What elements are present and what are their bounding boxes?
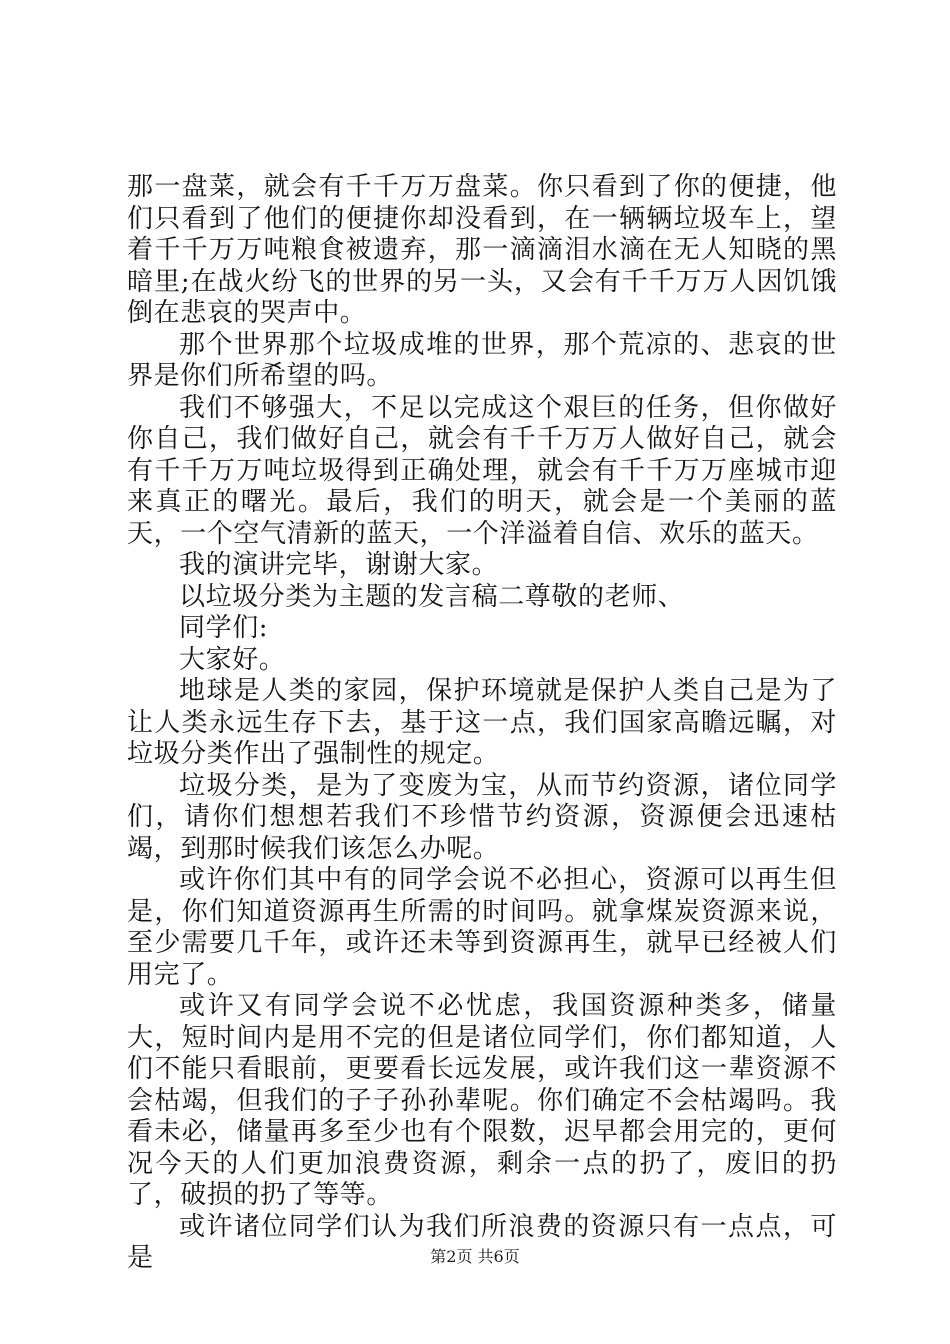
page-footer: 第2页 共6页 [430,1247,520,1266]
paragraph: 同学们: [179,613,269,643]
paragraph: 我们不够强大，不足以完成这个艰巨的任务，但你做好你自己，我们做好自己，就会有千千万万人做好自己，就会有千千万万吨垃圾得到正确处理，就会有千千万万座城市迎来真正的曙光。最后，我们的明天，就会是一个美丽的蓝天，一个空气清新的蓝天，一个洋溢着自信、欢乐的蓝天。 [127,392,837,549]
paragraph: 地球是人类的家园，保护环境就是保护人类自己是为了让人类永远生存下去，基于这一点，我们国家高瞻远瞩，对垃圾分类作出了强制性的规定。 [127,676,837,769]
paragraph: 垃圾分类，是为了变废为宝，从而节约资源，诸位同学们，请你们想想若我们不珍惜节约资源，资源便会迅速枯竭，到那时候我们该怎么办呢。 [127,770,837,864]
paragraph: 或许诸位同学们认为我们所浪费的资源只有一点点，可是 [127,1211,837,1273]
document-body [127,172,837,1275]
paragraph: 大家好。 [179,644,286,675]
paragraph: 或许又有同学会说不必忧虑，我国资源种类多，储量大，短时间内是用不完的但是诸位同学们，你们都知道，人们不能只看眼前，更要看长远发展，或许我们这一辈资源不会枯竭，但我们的子子孙孙辈呢。你们确定不会枯竭吗。我看未必，储量再多至少也有个限数，迟早都会用完的，更何况今天的人们更加浪费资源，剩余一点的扔了，废旧的扔了，破损的扔了等等。 [127,991,837,1210]
paragraph: 那一盘菜，就会有千千万万盘菜。你只看到了你的便捷，他们只看到了他们的便捷你却没看到，在一辆辆垃圾车上，望着千千万万吨粮食被遗弃，那一滴滴泪水滴在无人知晓的黑暗里;在战火纷飞的世界的另一头，又会有千千万万人因饥饿倒在悲哀的哭声中。 [127,172,837,328]
paragraph: 以垃圾分类为主题的发言稿二尊敬的老师、 [179,581,685,612]
paragraph: 我的演讲完毕，谢谢大家。 [179,550,499,580]
paragraph: 或许你们其中有的同学会说不必担心，资源可以再生但是，你们知道资源再生所需的时间吗。就拿煤炭资源来说，至少需要几千年，或许还未等到资源再生，就早已经被人们用完了。 [127,865,837,990]
paragraph: 那个世界那个垃圾成堆的世界，那个荒凉的、悲哀的世界是你们所希望的吗。 [127,329,837,391]
